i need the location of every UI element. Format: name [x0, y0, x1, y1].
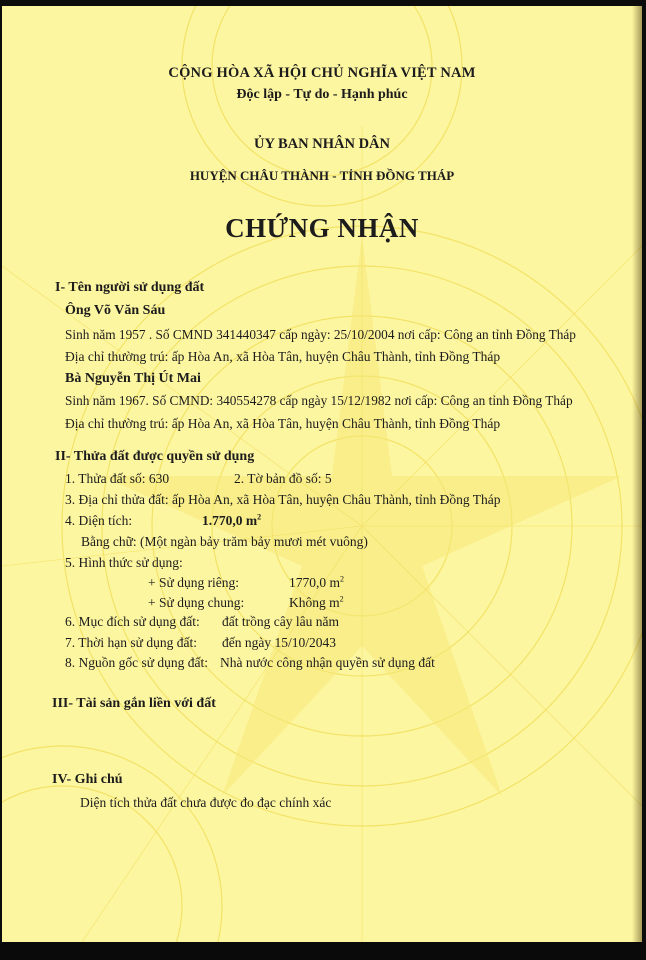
- private-use-exponent: 2: [340, 574, 345, 584]
- area-number: 1.770,0: [202, 513, 243, 528]
- land-origin-value: Nhà nước công nhận quyền sử dụng đất: [220, 655, 435, 670]
- note-text: Diện tích thửa đất chưa được đo đạc chính xác: [80, 795, 332, 810]
- common-use-amount: Không m: [289, 595, 340, 610]
- common-use-label: + Sử dụng chung:: [148, 595, 245, 610]
- document-title: CHỨNG NHẬN: [225, 213, 419, 243]
- bottom-dark-border: [0, 942, 646, 960]
- section-2-heading: II- Thửa đất được quyền sử dụng: [55, 449, 255, 464]
- country-heading: CỘNG HÒA XÃ HỘI CHỦ NGHĨA VIỆT NAM: [168, 65, 476, 81]
- area-in-words: Bằng chữ: (Một ngàn bảy trăm bảy mươi mét vuông): [81, 534, 368, 549]
- section-4-heading: IV- Ghi chú: [52, 772, 123, 787]
- usage-form-label: 5. Hình thức sử dụng:: [65, 555, 183, 570]
- area-unit-exponent: 2: [257, 512, 262, 522]
- use-term-value: đến ngày 15/10/2043: [222, 635, 336, 650]
- common-use-value: [289, 594, 344, 612]
- area-unit: m: [245, 513, 258, 528]
- area-label: 4. Diện tích:: [65, 513, 133, 528]
- land-purpose-value: đất trồng cây lâu năm: [222, 614, 339, 629]
- land-purpose-label: 6. Mục đích sử dụng đất:: [65, 614, 200, 629]
- parcel-number: 1. Thửa đất số: 630: [65, 471, 170, 486]
- parcel-address: 3. Địa chỉ thửa đất: ấp Hòa An, xã Hòa Tân, huyện Châu Thành, tỉnh Đồng Tháp: [65, 492, 501, 507]
- certificate-content: [2, 6, 642, 942]
- motto: Độc lập - Tự do - Hạnh phúc: [236, 87, 408, 102]
- area-value: [202, 512, 261, 530]
- owner-1-address: Địa chỉ thường trú: ấp Hòa An, xã Hòa Tân, huyện Châu Thành, tỉnh Đồng Tháp: [65, 349, 501, 364]
- locality-heading: HUYỆN CHÂU THÀNH - TỈNH ĐỒNG THÁP: [189, 168, 455, 183]
- owner-1-id: Sinh năm 1957 . Số CMND 341440347 cấp ngày: 25/10/2004 nơi cấp: Công an tỉnh Đồng Tháp: [65, 327, 576, 342]
- agency-heading: ỦY BAN NHÂN DÂN: [253, 136, 390, 152]
- private-use-label: + Sử dụng riêng:: [148, 575, 240, 590]
- section-1-heading: I- Tên người sử dụng đất: [55, 280, 205, 295]
- common-use-exponent: 2: [339, 594, 344, 604]
- section-3-heading: III- Tài sản gắn liền với đất: [52, 696, 216, 711]
- private-use-value: [289, 574, 344, 592]
- owner-2-id: Sinh năm 1967. Số CMND: 340554278 cấp ngày 15/12/1982 nơi cấp: Công an tỉnh Đồng Tháp: [65, 393, 573, 408]
- certificate-page: [2, 6, 642, 942]
- owner-2-address: Địa chỉ thường trú: ấp Hòa An, xã Hòa Tân, huyện Châu Thành, tỉnh Đồng Tháp: [65, 416, 501, 431]
- private-use-amount: 1770,0 m: [289, 575, 341, 590]
- map-sheet-number: 2. Tờ bản đồ số: 5: [234, 471, 332, 486]
- owner-2-name: Bà Nguyễn Thị Út Mai: [65, 371, 201, 386]
- owner-1-name: Ông Võ Văn Sáu: [65, 303, 166, 318]
- use-term-label: 7. Thời hạn sử dụng đất:: [65, 635, 197, 650]
- land-origin-label: 8. Nguồn gốc sử dụng đất:: [65, 655, 209, 670]
